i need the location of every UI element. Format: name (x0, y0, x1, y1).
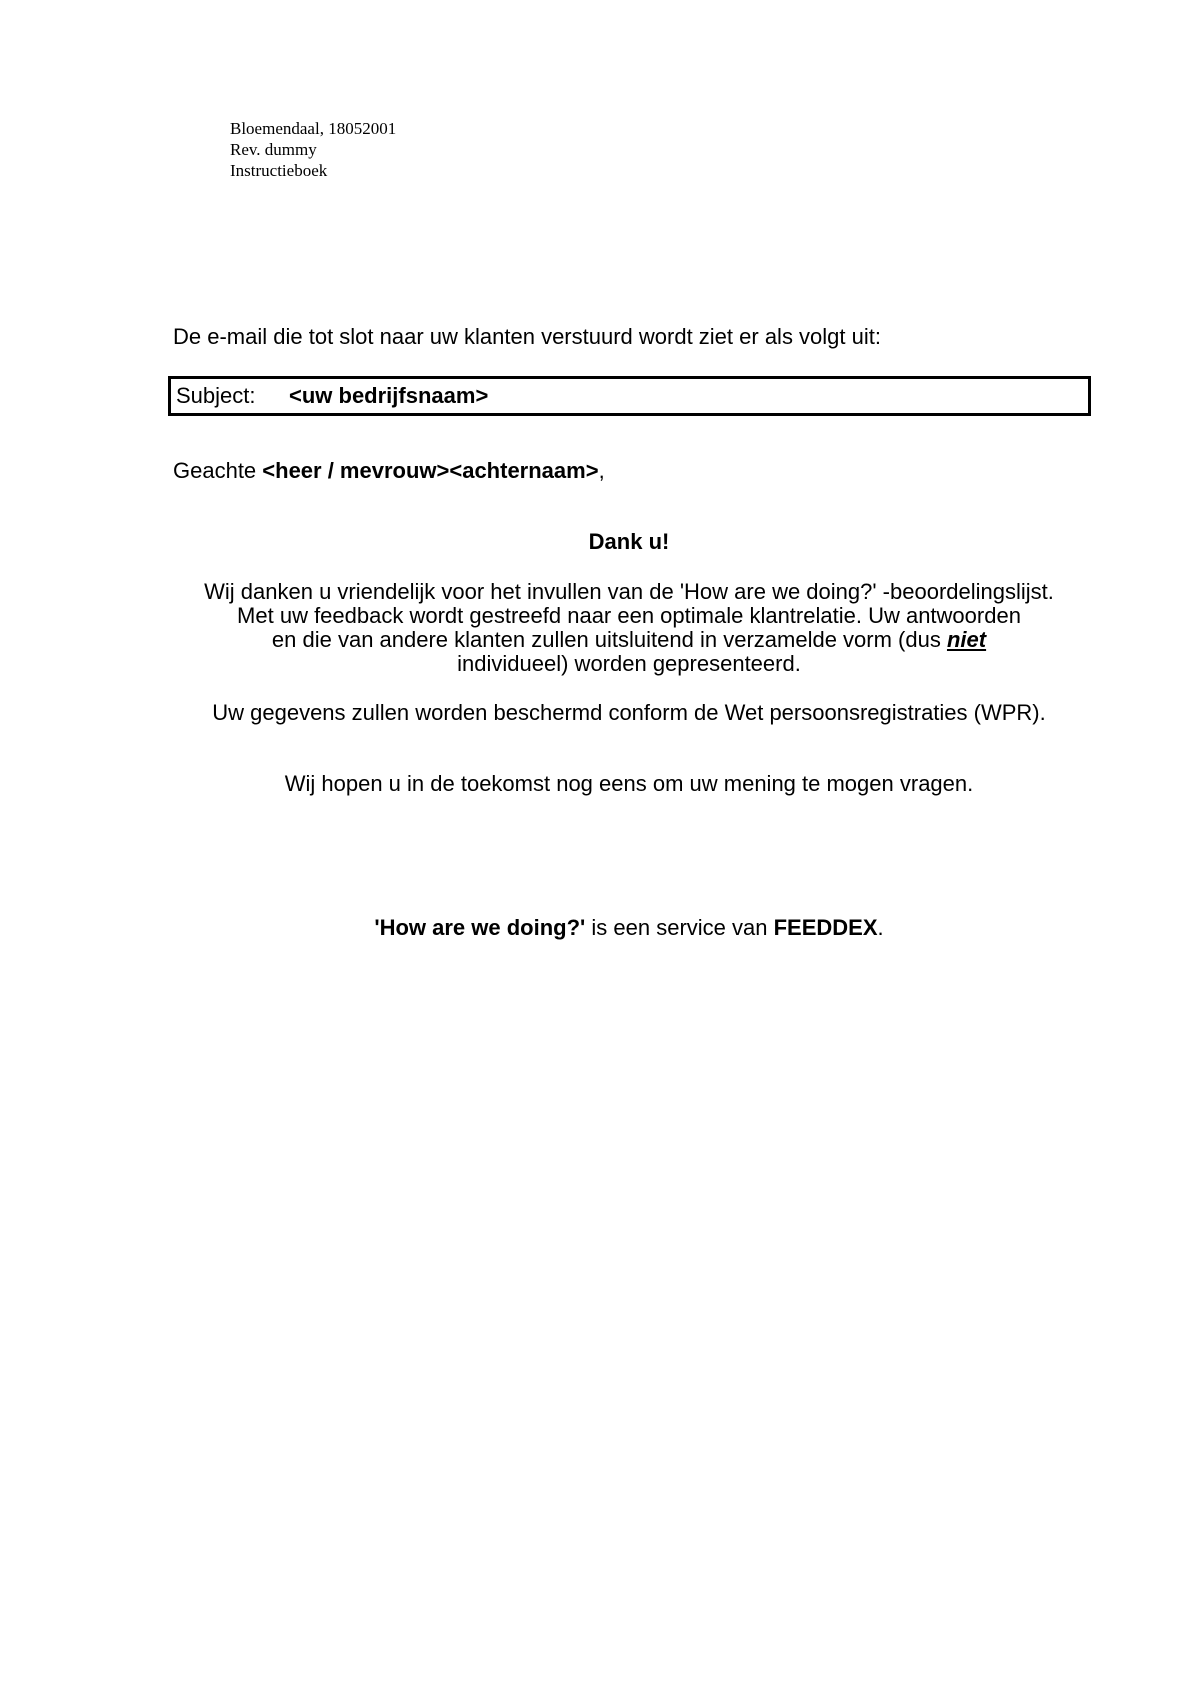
document-name: Instructieboek (230, 161, 328, 180)
email-subject-box (168, 376, 1091, 416)
salutation-prefix: Geachte (173, 458, 263, 483)
document-header (230, 118, 396, 181)
body-line-1: Wij danken u vriendelijk voor het invullen van de 'How are we doing?' -beoordelingslijst. (204, 579, 1054, 604)
subject-label: Subject: (176, 383, 256, 408)
thanks-paragraph (0, 580, 1190, 676)
place-date: Bloemendaal, 18052001 (230, 119, 397, 138)
salutation (173, 458, 605, 484)
body-line-2: Met uw feedback wordt gestreefd naar een optimale klantrelatie. Uw antwoorden (237, 603, 1021, 628)
salutation-placeholder: <heer / mevrouw><achternaam> (262, 458, 599, 483)
intro-text: De e-mail die tot slot naar uw klanten verstuurd wordt ziet er als volgt uit: (173, 324, 881, 349)
body-line-3 (0, 628, 1190, 652)
footer-end: . (877, 915, 884, 940)
footer-middle: is een service van (585, 915, 774, 940)
service-footer (0, 916, 1190, 940)
closing-text: Wij hopen u in de toekomst nog eens om uw mening te mogen vragen. (284, 771, 974, 796)
footer-service-name: 'How are we doing?' (374, 915, 586, 940)
privacy-text: Uw gegevens zullen worden beschermd conform de Wet persoonsregistraties (WPR). (212, 700, 1046, 725)
body-line-4: individueel) worden gepresenteerd. (457, 651, 801, 676)
emphasis-niet: niet (946, 627, 987, 652)
thanks-heading: Dank u! (588, 529, 670, 554)
body-line-3-text: en die van andere klanten zullen uitsluitend in verzamelde vorm (dus (271, 627, 947, 652)
subject-value: <uw bedrijfsnaam> (289, 383, 489, 408)
salutation-suffix: , (598, 458, 605, 483)
footer-company: FEEDDEX (773, 915, 878, 940)
revision: Rev. dummy (230, 140, 317, 159)
